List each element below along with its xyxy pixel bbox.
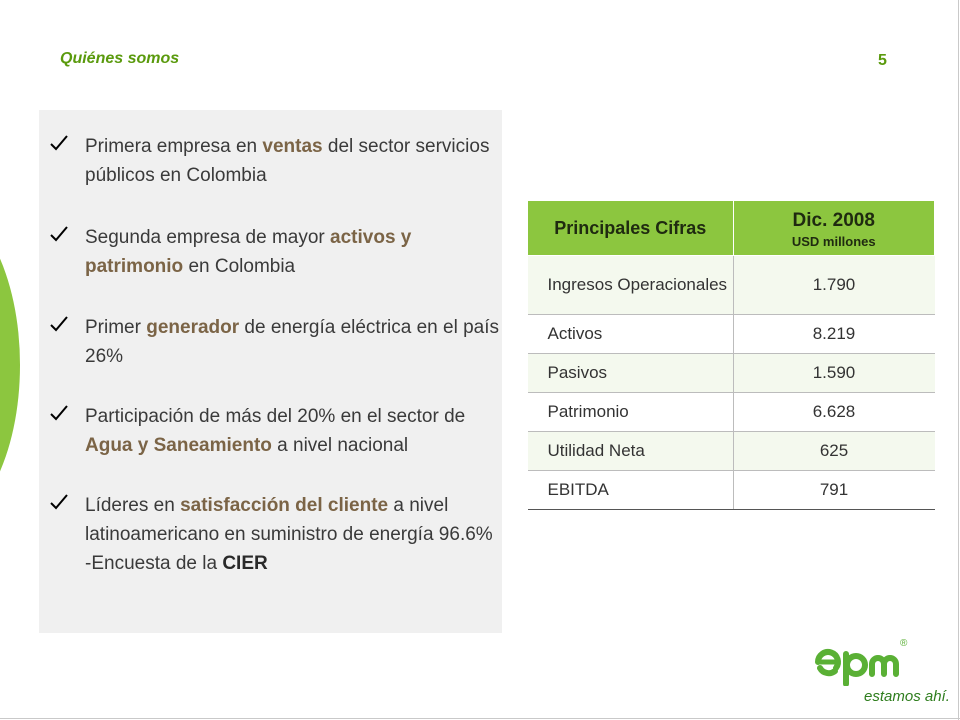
- row-label: Utilidad Neta: [528, 432, 734, 471]
- table-header-row: [528, 201, 935, 256]
- row-label: EBITDA: [528, 471, 734, 510]
- page-number: 5: [878, 52, 887, 69]
- row-label: Ingresos Operacionales: [528, 256, 734, 315]
- row-label: Patrimonio: [528, 393, 734, 432]
- bullet-text: Participación de más del 20% en el sector de Agua y Saneamiento a nivel nacional: [85, 406, 466, 456]
- bullet-text: Líderes en satisfacción del cliente a nivel latinoamericano en suministro de energía 96.6% -Encuesta de la CIER: [85, 495, 493, 574]
- table-header-left: Principales Cifras: [528, 201, 734, 256]
- checkmark-icon: [49, 314, 71, 334]
- figures-table: [527, 200, 935, 510]
- table-row: [528, 393, 935, 432]
- bullet-highlight: Agua y Saneamiento: [85, 435, 272, 456]
- bullet-highlight: activos y patrimonio: [85, 227, 412, 277]
- epm-logo: [812, 638, 950, 710]
- table-row: [528, 432, 935, 471]
- epm-logo-mark: [812, 638, 902, 686]
- logo-tagline: estamos ahí.: [864, 688, 950, 705]
- frame-line-right: [958, 0, 959, 720]
- table-row: [528, 471, 935, 510]
- green-arc-decoration: [0, 200, 20, 530]
- bullet-strong: CIER: [222, 553, 268, 574]
- row-label: Activos: [528, 315, 734, 354]
- row-value: 1.590: [733, 354, 935, 393]
- checkmark-icon: [49, 492, 71, 512]
- bullet-text: Primera empresa en ventas del sector servicios públicos en Colombia: [85, 136, 490, 186]
- checkmark-icon: [49, 403, 71, 423]
- row-value: 8.219: [733, 315, 935, 354]
- checkmark-icon: [49, 133, 71, 153]
- frame-line-bottom: [0, 718, 960, 719]
- table-header-unit: USD millones: [791, 233, 876, 249]
- table-header-period: Dic. 2008: [792, 209, 875, 231]
- registered-mark: ®: [900, 638, 908, 649]
- bullet-highlight: satisfacción del cliente: [180, 495, 389, 516]
- bullet-text: Segunda empresa de mayor activos y patrimonio en Colombia: [85, 227, 412, 277]
- table-row: [528, 315, 935, 354]
- row-label: Pasivos: [528, 354, 734, 393]
- bullet-highlight: generador: [146, 317, 240, 338]
- bullet-text: Primer generador de energía eléctrica en el país 26%: [85, 317, 499, 367]
- row-value: 625: [733, 432, 935, 471]
- row-value: 791: [733, 471, 935, 510]
- table-row: [528, 354, 935, 393]
- row-value: 1.790: [733, 256, 935, 315]
- checkmark-icon: [49, 224, 71, 244]
- section-title: Quiénes somos: [60, 50, 180, 67]
- row-value: 6.628: [733, 393, 935, 432]
- bullet-panel: [39, 110, 502, 633]
- table-row: [528, 256, 935, 315]
- bullet-highlight: ventas: [262, 136, 323, 157]
- table-header-right: [733, 201, 935, 256]
